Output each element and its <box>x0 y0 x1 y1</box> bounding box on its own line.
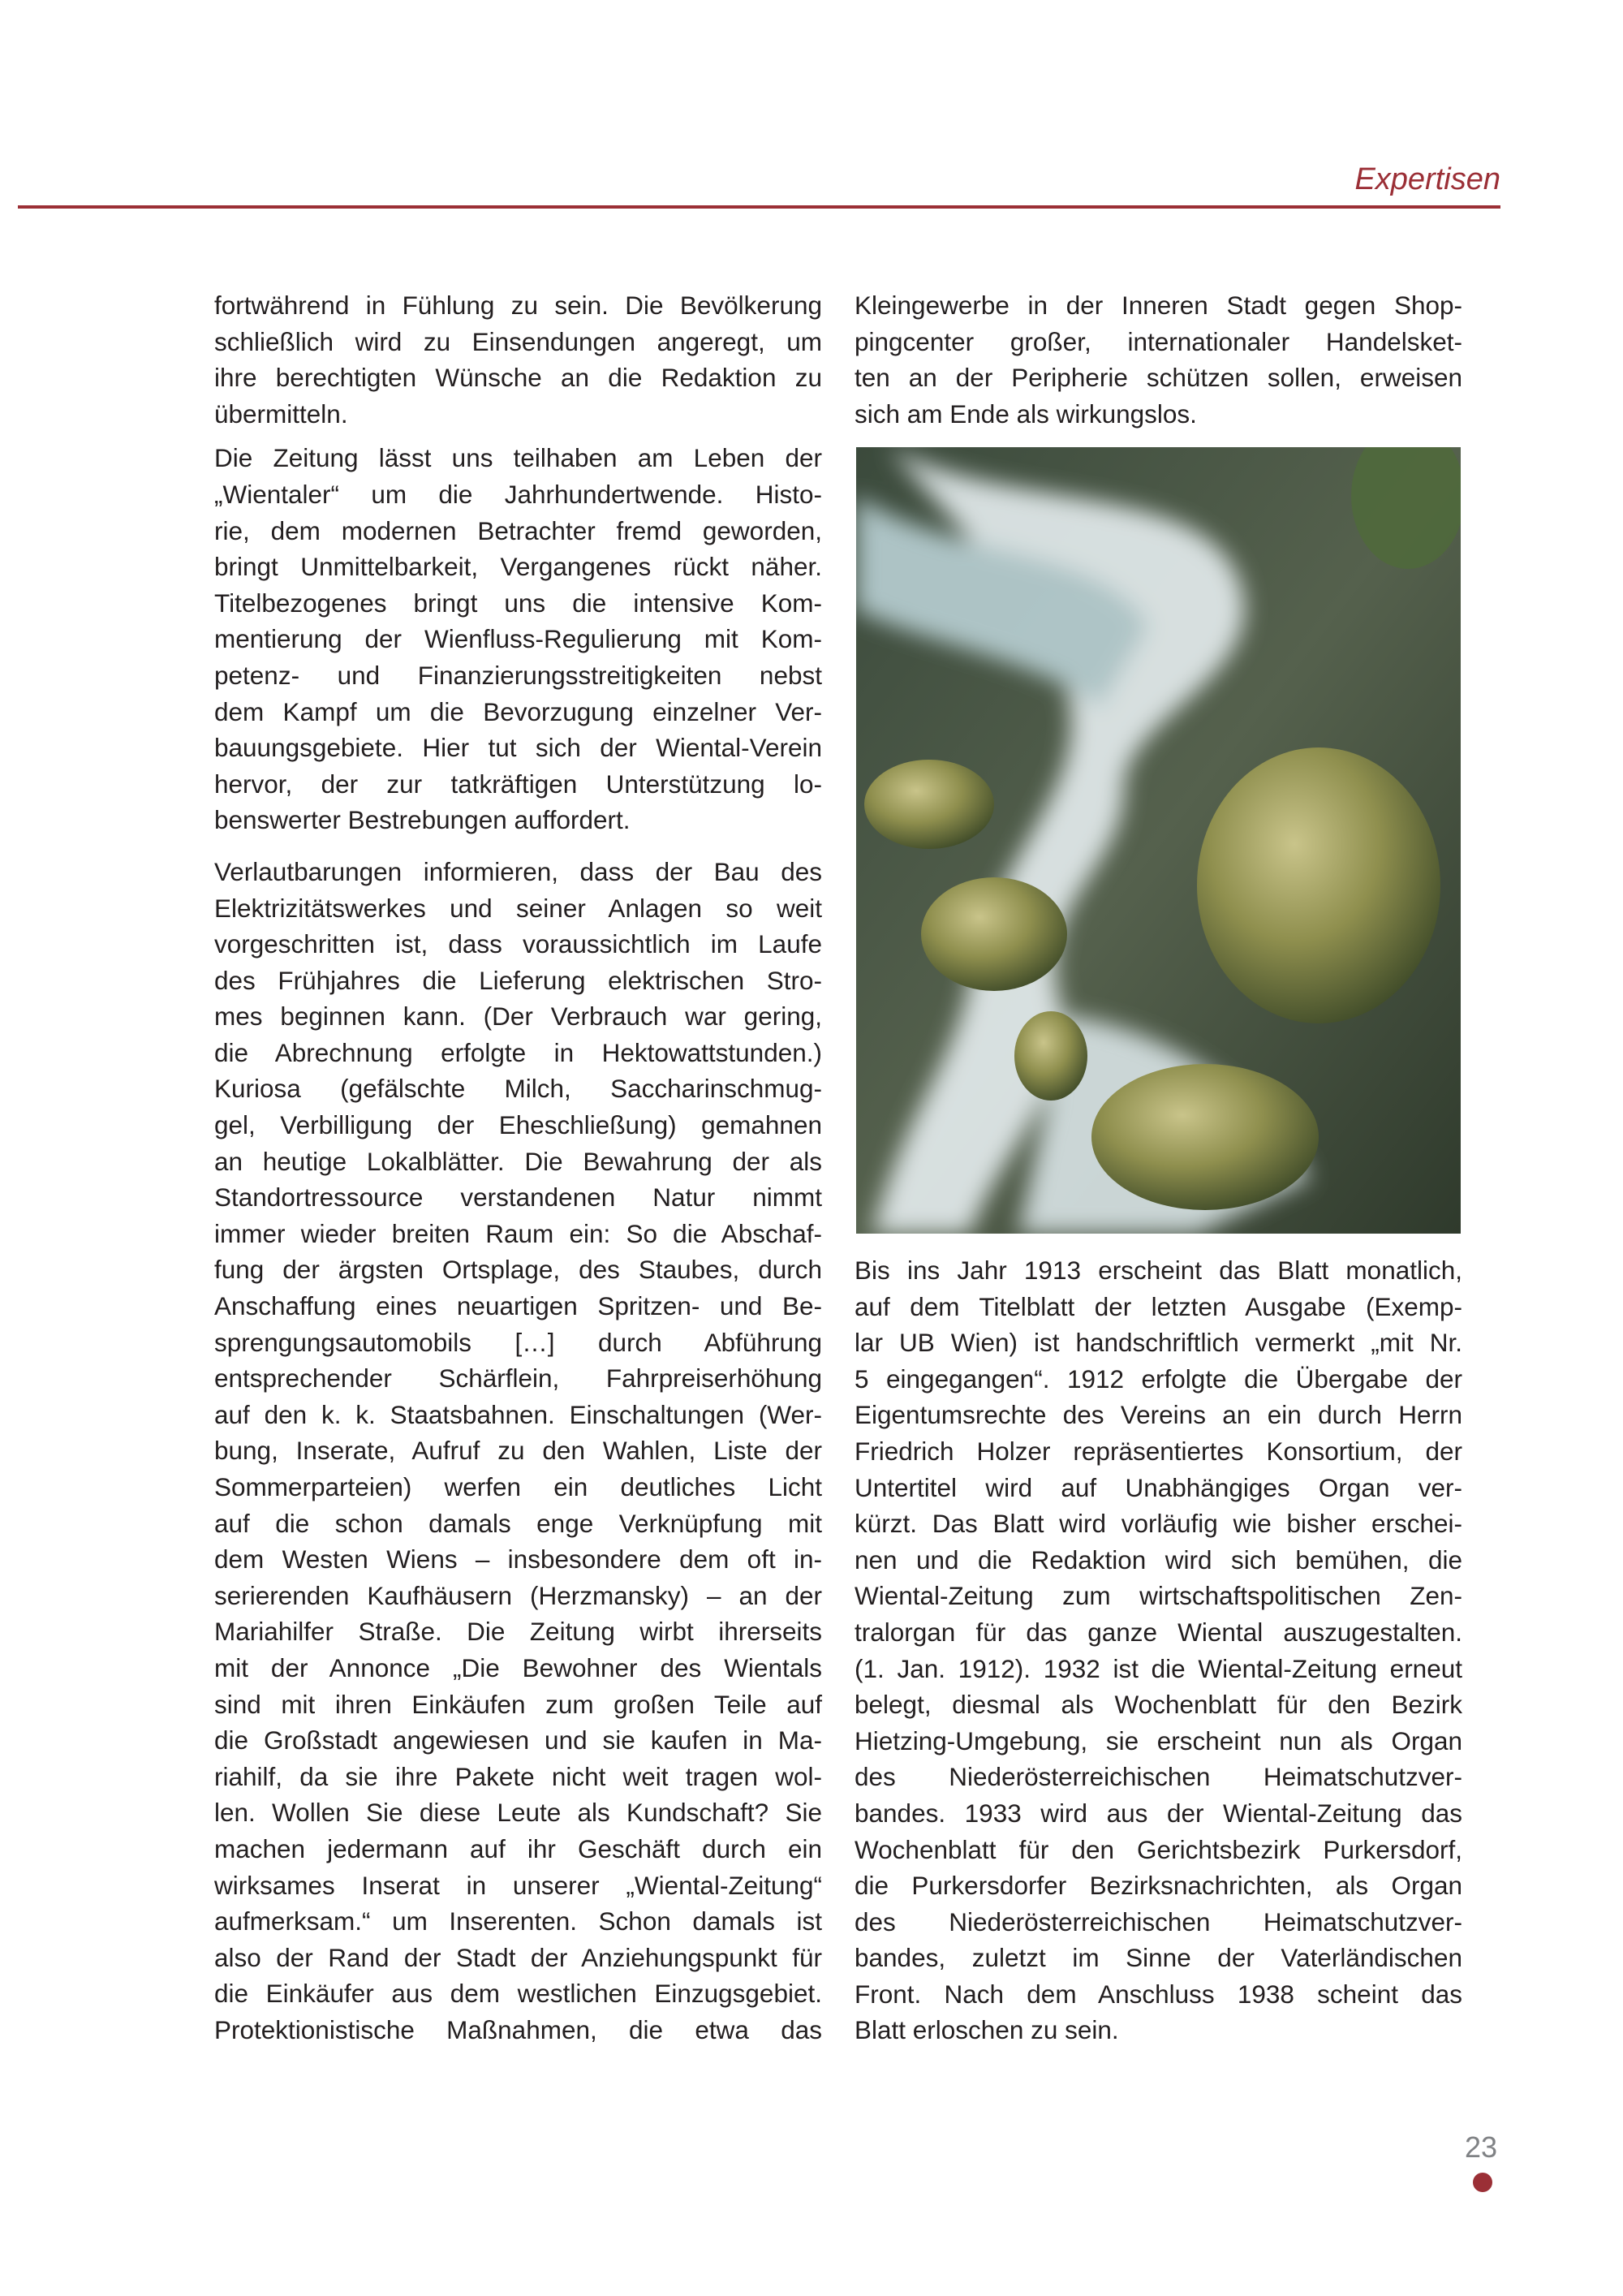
text-line: bauungsgebiete. Hier tut sich der Wiental-Verein <box>214 733 822 763</box>
text-line: des Niederösterreichischen Heimatschutzver- <box>855 1906 1462 1936</box>
text-line: bung, Inserate, Aufruf zu den Wahlen, Liste der <box>214 1436 822 1466</box>
text-line: kürzt. Das Blatt wird vorläufig wie bisher erschei- <box>855 1509 1462 1539</box>
text-line: pingcenter großer, internationaler Handelsket- <box>855 326 1462 356</box>
section-title: Expertisen <box>1354 162 1500 196</box>
paragraph <box>214 440 822 838</box>
text-line: schließlich wird zu Einsendungen angeregt, um <box>214 326 822 356</box>
text-line: Bis ins Jahr 1913 erscheint das Blatt monatlich, <box>855 1256 1462 1285</box>
text-line: nen und die Redaktion wird sich bemühen, die <box>855 1544 1462 1574</box>
river-photo <box>856 447 1461 1234</box>
text-line: riahilf, da sie ihre Pakete nicht weit tragen wol- <box>214 1761 822 1791</box>
text-line: wirksames Inserat in unserer „Wiental-Zeitung“ <box>214 1870 822 1900</box>
paragraph <box>214 854 822 2048</box>
text-line: benswerter Bestrebungen auffordert. <box>214 805 631 835</box>
text-line: 5 eingegangen“. 1912 erfolgte die Übergabe der <box>855 1363 1462 1394</box>
paragraph <box>214 287 822 432</box>
text-line: Untertitel wird auf Unabhängiges Organ ver- <box>855 1472 1462 1502</box>
text-line: Protektionistische Maßnahmen, die etwa das <box>214 2014 822 2044</box>
text-line: Blatt erloschen zu sein. <box>855 2015 1119 2045</box>
text-line: Hietzing-Umgebung, sie erscheint nun als Organ <box>855 1725 1462 1755</box>
text-line: dem Kampf um die Bevorzugung einzelner Ver- <box>214 696 822 726</box>
river-rapids-image <box>856 447 1461 1234</box>
text-line: Friedrich Holzer repräsentiertes Konsortium, der <box>855 1436 1462 1466</box>
text-line: bandes. 1933 wird aus der Wiental-Zeitung das <box>855 1798 1462 1828</box>
text-line: Titelbezogenes bringt uns die intensive Kom- <box>214 588 822 618</box>
text-line: ten an der Peripherie schützen sollen, erweisen <box>855 363 1462 393</box>
text-line: mes beginnen kann. (Der Verbrauch war gering, <box>214 1002 822 1032</box>
text-line: sind mit ihren Einkäufen zum großen Teile auf <box>214 1689 822 1719</box>
text-line: bandes, zuletzt im Sinne der Vaterländischen <box>855 1943 1462 1973</box>
text-line: Elektrizitätswerkes und seiner Anlagen so weit <box>214 893 822 923</box>
text-line: des Niederösterreichischen Heimatschutzver- <box>855 1762 1462 1792</box>
text-line: des Frühjahres die Lieferung elektrischen Stro- <box>214 965 822 995</box>
text-line: also der Rand der Stadt der Anziehungspunkt für <box>214 1942 822 1972</box>
text-line: machen jedermann auf ihr Geschäft durch ein <box>214 1833 822 1863</box>
page-number: 23 <box>1465 2130 1498 2164</box>
text-line: serierenden Kaufhäusern (Herzmansky) – an der <box>214 1580 822 1610</box>
text-line: Sommerparteien) werfen ein deutliches Licht <box>214 1472 822 1501</box>
text-line: Anschaffung eines neuartigen Spritzen- und Be- <box>214 1291 822 1321</box>
text-line: auf die schon damals enge Verknüpfung mit <box>214 1508 822 1538</box>
text-line: immer wieder breiten Raum ein: So die Abschaf- <box>214 1218 822 1248</box>
text-line: Mariahilfer Straße. Die Zeitung wirbt ihrerseits <box>214 1617 822 1647</box>
text-line: (1. Jan. 1912). 1932 ist die Wiental-Zeitung erneut <box>855 1653 1462 1683</box>
text-line: entsprechender Schärflein, Fahrpreiserhöhung <box>214 1363 822 1394</box>
text-line: auf dem Titelblatt der letzten Ausgabe (Exemp- <box>855 1291 1462 1321</box>
text-line: sich am Ende als wirkungslos. <box>855 398 1197 429</box>
text-line: gel, Verbilligung der Eheschließung) gemahnen <box>214 1110 822 1140</box>
text-line: die Einkäufer aus dem westlichen Einzugsgebiet. <box>214 1979 822 2009</box>
text-line: „Wientaler“ um die Jahrhundertwende. Histo- <box>214 479 822 509</box>
text-line: die Purkersdorfer Bezirksnachrichten, als Organ <box>855 1871 1462 1901</box>
text-line: petenz- und Finanzierungsstreitigkeiten nebst <box>214 660 822 690</box>
text-line: Wochenblatt für den Gerichtsbezirk Purkersdorf, <box>855 1834 1462 1864</box>
text-line: aufmerksam.“ um Inserenten. Schon damals ist <box>214 1906 822 1936</box>
text-line: übermitteln. <box>214 398 348 429</box>
text-line: auf den k. k. Staatsbahnen. Einschaltungen (Wer- <box>214 1399 822 1429</box>
text-line: Standortressource verstandenen Natur nimmt <box>214 1182 822 1213</box>
text-line: dem Westen Wiens – insbesondere dem oft in- <box>214 1544 822 1574</box>
text-line: fortwährend in Fühlung zu sein. Die Bevölkerung <box>214 291 822 320</box>
text-line: belegt, diesmal als Wochenblatt für den Bezirk <box>855 1690 1462 1720</box>
text-line: die Abrechnung erfolgte in Hektowattstunden.) <box>214 1037 822 1067</box>
text-line: rie, dem modernen Betrachter fremd geworden, <box>214 515 822 545</box>
text-line: Front. Nach dem Anschluss 1938 scheint das <box>855 1979 1462 2009</box>
text-line: mentierung der Wienfluss-Regulierung mit Kom- <box>214 624 822 654</box>
text-line: Wiental-Zeitung zum wirtschaftspolitischen Zen- <box>855 1581 1462 1611</box>
text-line: Die Zeitung lässt uns teilhaben am Leben der <box>214 443 822 473</box>
paragraph <box>855 1252 1462 2048</box>
text-line: tralorgan für das ganze Wiental auszugestalten. <box>855 1617 1462 1647</box>
right-column-bottom <box>855 1252 1462 2048</box>
text-line: Kuriosa (gefälschte Milch, Saccharinschmug- <box>214 1074 822 1104</box>
text-line: hervor, der zur tatkräftigen Unterstützung lo- <box>214 769 822 799</box>
text-line: vorgeschritten ist, dass voraussichtlich im Laufe <box>214 929 822 959</box>
text-line: ihre berechtigten Wünsche an die Redaktion zu <box>214 363 822 393</box>
text-line: fung der ärgsten Ortsplage, des Staubes, durch <box>214 1255 822 1285</box>
text-line: an heutige Lokalblätter. Die Bewahrung der als <box>214 1146 822 1176</box>
header-rule <box>18 205 1500 209</box>
text-line: len. Wollen Sie diese Leute als Kundschaft? Sie <box>214 1798 822 1828</box>
text-line: mit der Annonce „Die Bewohner des Wientals <box>214 1652 822 1682</box>
text-line: Eigentumsrechte des Vereins an ein durch Herrn <box>855 1400 1462 1430</box>
text-line: Verlautbarungen informieren, dass der Bau des <box>214 856 822 886</box>
right-column-top <box>855 287 1462 432</box>
left-column <box>214 287 822 2048</box>
text-line: lar UB Wien) ist handschriftlich vermerkt „mit Nr. <box>855 1328 1462 1358</box>
text-line: die Großstadt angewiesen und sie kaufen in Ma- <box>214 1725 822 1755</box>
text-line: bringt Unmittelbarkeit, Vergangenes rückt näher. <box>214 552 822 582</box>
paragraph <box>855 287 1462 432</box>
text-line: Kleingewerbe in der Inneren Stadt gegen Shop- <box>855 291 1462 320</box>
text-line: sprengungsautomobils […] durch Abführung <box>214 1327 822 1357</box>
page-marker-dot <box>1473 2173 1492 2192</box>
